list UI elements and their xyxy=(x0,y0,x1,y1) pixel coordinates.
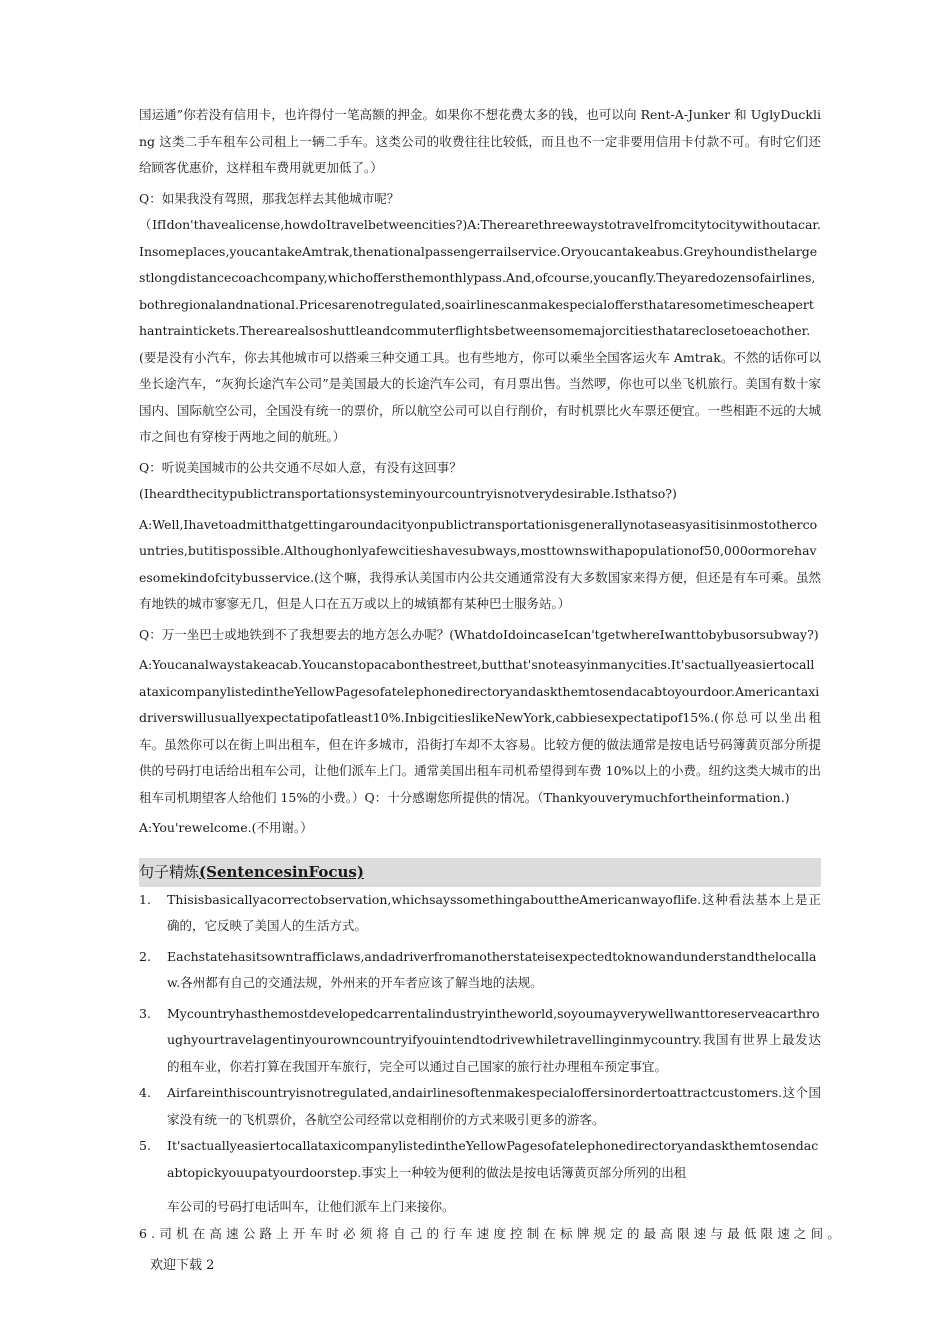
sentence-text: It'sactuallyeasiertocallataxicompanylistedintheYellowPagesofatelephonedirectoryandaskthemtosendacabtopickyouupatyourdoorstep.事实上一种较为便利的做法是按电话簿黄页部分所列的出租 xyxy=(167,1138,819,1180)
question-bus-subway: Q：万一坐巴士或地铁到不了我想要去的地方怎么办呢？(WhatdoIdoincaseIcan'tgetwhereIwanttobybusorsubway?) xyxy=(139,626,819,642)
section-title-en: (SentencesinFocus) xyxy=(199,862,364,881)
sentence-item xyxy=(139,944,821,997)
answer-public-transport: A:Well,Ihavetoadmitthatgettingaroundacityonpublictransportationisgenerallynotaseasyasitisinmostothercountries,butitispossible.Althoughonlyafewcitieshavesubways,mosttownswithapopulationof50,000ormorehavesomekindofcitybusservice.(这个嘛，我得承认美国市内公共交通通常没有大多数国家来得方便，但还是有车可乘。虽然有地铁的城市寥寥无几，但是人口在五万或以上的城镇都有某种巴士服务站。） xyxy=(139,516,821,611)
section-title-cn: 句子精炼 xyxy=(139,862,200,881)
document-body xyxy=(139,102,845,1247)
answer-travel-between-cities: （IfIdon'thavealicense,howdoItravelbetweencities?)A:Therearethreewaystotravelfromcitytocitywithoutacar.Insomeplaces,youcantakeAmtrak,thenationalpassengerrailservice.Oryoucantakeabus.Greyhoundisthelargestlongdistancecoachcompany,whichoffersthemonthlypass.And,ofcourse,youcanfly.Theyaredozensofairlines,bothregionalandnational.Pricesarenotregulated,soairlinescanmakespecialoffersthataresometimescheaperthantraintickets.Therearealsoshuttleandcommuterflightsbetweensomemajorcitiesthatareclosetoeachother.(要是没有小汽车，你去其他城市可以搭乘三种交通工具。也有些地方，你可以乘坐全国客运火车 Amtrak。不然的话你可以坐长途汽车，“灰狗长途汽车公司”是美国最大的长途汽车公司，有月票出售。当然啰，你也可以坐飞机旅行。美国有数十家国内、国际航空公司，全国没有统一的票价，所以航空公司可以自行削价，有时机票比火车票还便宜。一些相距不远的大城市之间也有穿梭于两地之间的航班。） xyxy=(139,217,821,444)
sentence-6: 6.司机在高速公路上开车时必须将自己的行车速度控制在标牌规定的最高限速与最低限速之间。 xyxy=(139,1225,845,1241)
sentence-text: Airfareinthiscountryisnotregulated,andairlinesoftenmakespecialoffersinordertoattractcustomers.这个国家没有统一的飞机票价，各航空公司经常以竞相削价的方式来吸引更多的游客。 xyxy=(167,1085,821,1127)
sentence-item xyxy=(139,1080,821,1133)
sentence-item xyxy=(139,887,821,940)
sentence-number: 5. xyxy=(139,1138,151,1153)
sentence-text: Mycountryhasthemostdevelopedcarrentalindustryintheworld,soyoumayverywellwanttoreserveacarthroughyourtravelagentinyourowncountryifyouintendtodrivewhiletravellinginmycountry.我国有世界上最发达的租车业，你若打算在我国开车旅行，完全可以通过自己国家的旅行社办理租车预定事宜。 xyxy=(167,1005,821,1074)
page-footer: 欢迎下载 2 xyxy=(150,1258,215,1273)
section-heading xyxy=(139,858,821,887)
question-public-transport: Q：听说美国城市的公共交通不尽如人意，有没有这回事？ xyxy=(139,459,462,475)
question-no-license: Q：如果我没有驾照，那我怎样去其他城市呢？ xyxy=(139,190,400,206)
answer-take-cab: A:Youcanalwaystakeacab.Youcanstopacabonthestreet,butthat'snoteasyinmanycities.It'sactuallyeasiertocallataxicompanylistedintheYellowPagesofatelephonedirectoryandaskthemtosendacabtoyourdoor.Americantaxidriverswillusuallyexpectatipofatleast10%.InbigcitieslikeNewYork,cabbiesexpectatipof15%.(你总可以坐出租车。虽然你可以在街上叫出租车，但在许多城市，沿街打车却不太容易。比较方便的做法通常是按电话号码簿黄页部分所提供的号码打电话给出租车公司，让他们派车上门。通常美国出租车司机希望得到车费 10%以上的小费。纽约这类大城市的出租车司机期望客人给他们 15%的小费。）Q：十分感谢您所提供的情况。（Thankyouverymuchfortheinformation.) xyxy=(139,657,821,805)
sentence-number: 2. xyxy=(139,948,151,964)
sentence-number: 3. xyxy=(139,1005,151,1021)
answer-welcome: A:You'rewelcome.(不用谢。） xyxy=(139,820,313,835)
sentence-text: Eachstatehasitsowntrafficlaws,andadriverfromanotherstateisexpectedtoknowandunderstandthelocallaw.各州都有自己的交通法规，外州来的开车者应该了解当地的法规。 xyxy=(167,948,817,990)
sentence-number: 4. xyxy=(139,1085,151,1100)
sentence-item xyxy=(139,1133,821,1186)
sentence-number: 1. xyxy=(139,891,151,907)
sentence-5-continuation: 车公司的号码打电话叫车，让他们派车上门来接你。 xyxy=(167,1199,455,1214)
paragraph-rental-deposit: 国运通”你若没有信用卡，也许得付一笔高额的押金。如果你不想花费太多的钱，也可以向 Rent-A-Junker 和 UglyDuckling 这类二手车租车公司租上一辆二手车。这类公司的收费往往比较低，而且也不一定非要用信用卡付款不可。有时它们还给顾客优惠价，这样租车费用就更加低了。） xyxy=(139,107,821,175)
question-public-transport-en: (Iheardthecitypublictransportationsysteminyourcountryisnotverydesirable.Isthatso?) xyxy=(139,486,677,501)
sentence-item xyxy=(139,1001,821,1081)
sentence-text: Thisisbasicallyacorrectobservation,whichsayssomethingabouttheAmericanwayoflife.这种看法基本上是正确的，它反映了美国人的生活方式。 xyxy=(167,891,821,933)
